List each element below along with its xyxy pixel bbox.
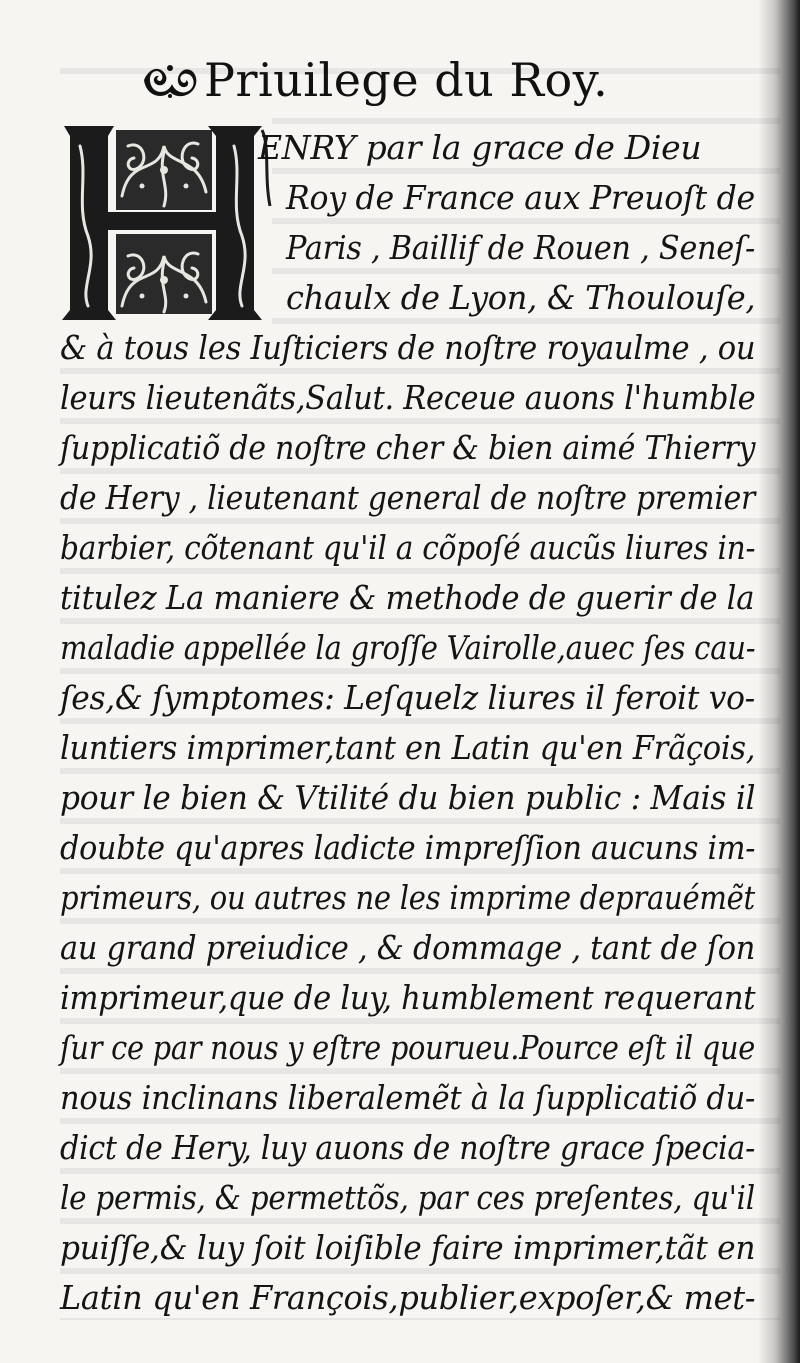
text-line-23: puiſſe,& luy ſoit loiſible faire imprimer,tãt en — [60, 1228, 756, 1267]
text-line-1: ENRY par la grace de Dieu — [258, 128, 702, 167]
text-line-16: primeurs, ou autres ne les imprime deprauémẽt — [60, 878, 755, 917]
text-line-22: le permis, & permettõs, par ces preſentes, qu'il — [60, 1178, 755, 1217]
text-line-10: titulez La maniere & methode de guerir de la — [60, 578, 755, 617]
heading-text: Priuilege du Roy. — [204, 53, 609, 107]
text-line-9: barbier, cõtenant qu'il a cõpoſé aucũs liures in- — [60, 528, 756, 567]
binding-shadow — [758, 0, 800, 1363]
text-line-3: Paris , Baillif de Rouen , Seneſ- — [286, 228, 755, 267]
text-line-2: Roy de France aux Preuoſt de — [286, 178, 755, 217]
text-line-8: de Hery , lieutenant general de noſtre premier — [60, 478, 756, 517]
text-line-13: luntiers imprimer,tant en Latin qu'en Frãçois, — [60, 728, 756, 767]
text-line-12: ſes,& ſymptomes: Leſquelz liures il feroit vo- — [60, 678, 755, 717]
text-line-7: ſupplicatiõ de noſtre cher & bien aimé Thierry — [60, 428, 756, 467]
text-line-14: pour le bien & Vtilité du bien public : Mais il — [60, 778, 756, 817]
text-line-15: doubte qu'apres ladicte impreſſion aucuns im- — [60, 828, 756, 867]
text-line-11: maladie appellée la groſſe Vairolle,auec ſes cau- — [60, 628, 756, 667]
text-line-20: nous inclinans liberalemẽt à la ſupplicatiõ du- — [60, 1078, 755, 1117]
text-line-4: chaulx de Lyon, & Thoulouſe, — [286, 278, 756, 317]
text-line-19: ſur ce par nous y eſtre pourueu.Pource eſt il que — [60, 1028, 756, 1067]
text-line-21: dict de Hery, luy auons de noſtre grace ſpecia- — [60, 1128, 755, 1167]
text-line-24: Latin qu'en François,publier,expoſer,& met- — [60, 1278, 756, 1317]
text-line-17: au grand preiudice , & dommage , tant de ſon — [60, 928, 756, 967]
page-heading — [140, 48, 608, 112]
fleuron-icon — [140, 60, 198, 100]
text-line-5: & à tous les Iuſticiers de noſtre royaulme , ou — [60, 328, 756, 367]
text-line-6: leurs lieutenãts,Salut. Receue auons l'humble — [60, 378, 756, 417]
text-line-18: imprimeur,que de luy, humblement requerant — [60, 978, 756, 1017]
decorated-initial-h-icon — [58, 116, 272, 330]
